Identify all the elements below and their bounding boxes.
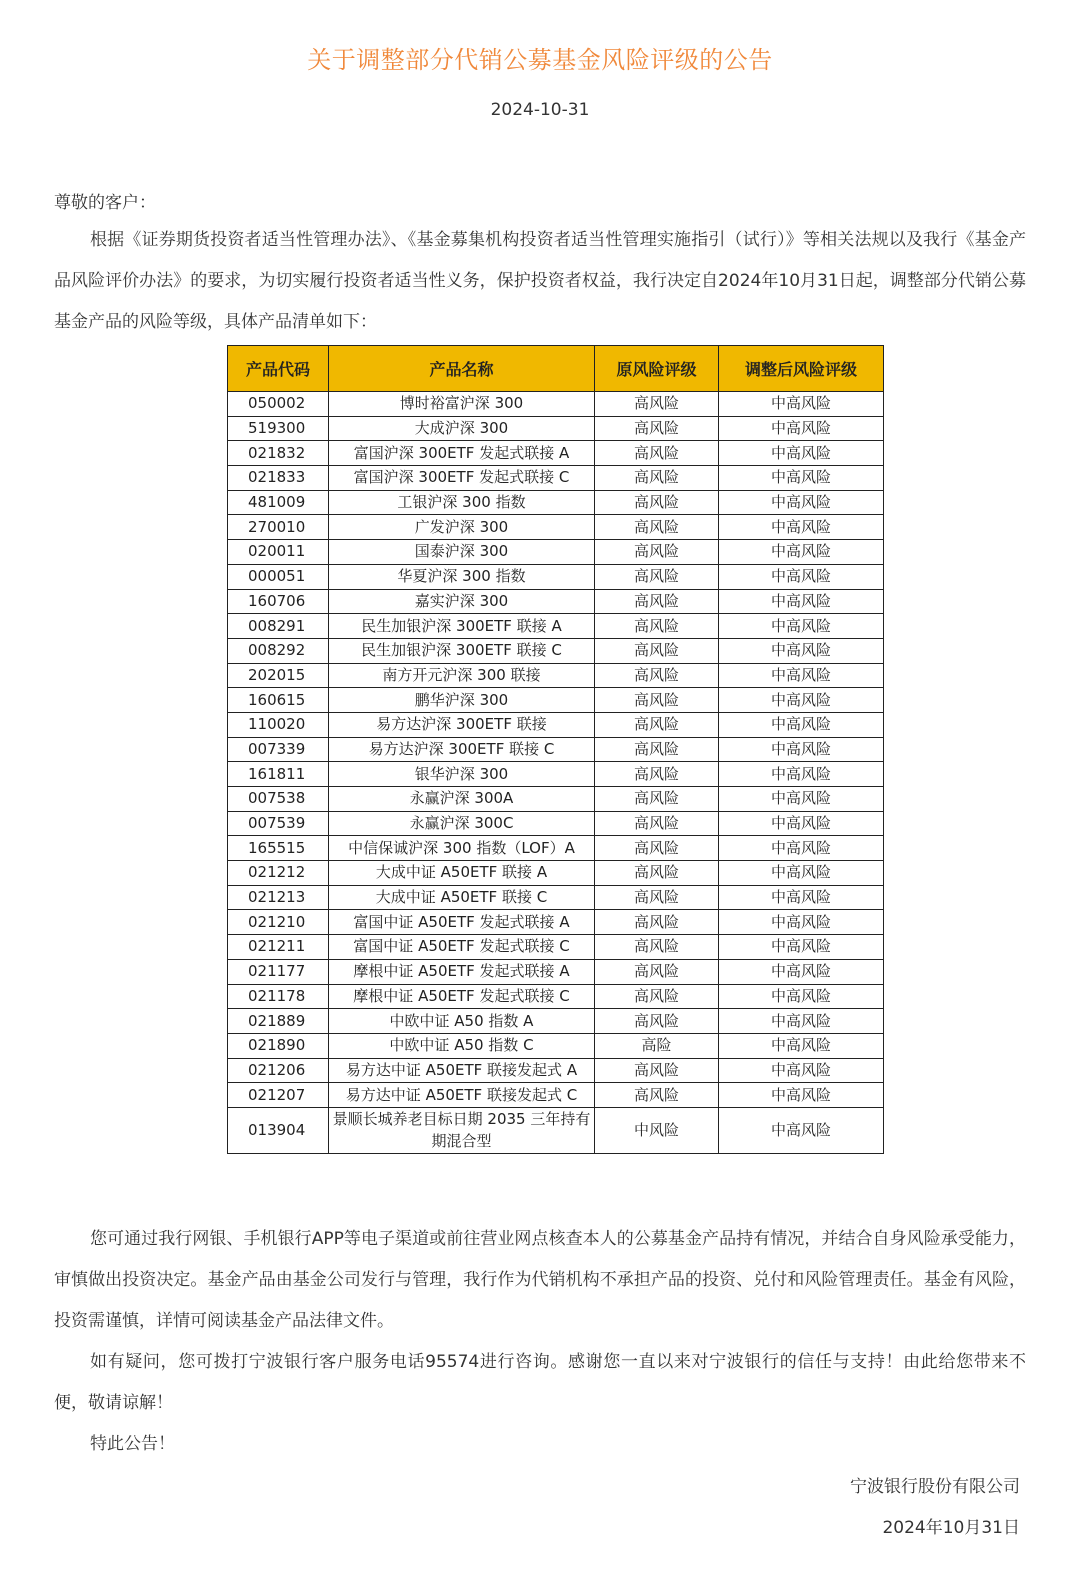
product-code-cell: 021833: [228, 466, 329, 491]
product-name-cell: 博时裕富沪深 300: [329, 392, 595, 417]
original-risk-cell: 高风险: [595, 589, 719, 614]
adjusted-risk-cell: 中高风险: [719, 688, 884, 713]
original-risk-cell: 高风险: [595, 737, 719, 762]
original-risk-cell: 高风险: [595, 663, 719, 688]
table-row: [228, 712, 884, 737]
product-code-cell: 007538: [228, 787, 329, 812]
product-name-cell: 中欧中证 A50 指数 A: [329, 1009, 595, 1034]
original-risk-cell: 高风险: [595, 959, 719, 984]
original-risk-cell: 高风险: [595, 1058, 719, 1083]
product-name-cell: 富国中证 A50ETF 发起式联接 A: [329, 910, 595, 935]
header-original-risk: 原风险评级: [595, 346, 719, 392]
original-risk-cell: 高风险: [595, 614, 719, 639]
product-code-cell: 021889: [228, 1009, 329, 1034]
signature-date: 2024年10月31日: [882, 1518, 1020, 1538]
original-risk-cell: 高风险: [595, 638, 719, 663]
adjusted-risk-cell: 中高风险: [719, 614, 884, 639]
product-name-cell: 大成沪深 300: [329, 416, 595, 441]
original-risk-cell: 中风险: [595, 1107, 719, 1153]
contact-paragraph: 如有疑问，您可拨打宁波银行客户服务电话95574进行咨询。感谢您一直以来对宁波银行的信任与支持！由此给您带来不便，敬请谅解！: [54, 1352, 1026, 1413]
product-code-cell: 160706: [228, 589, 329, 614]
table-row: [228, 515, 884, 540]
product-name-cell: 永赢沪深 300C: [329, 811, 595, 836]
product-code-cell: 021213: [228, 885, 329, 910]
table-row: [228, 441, 884, 466]
table-body: [228, 392, 884, 1154]
adjusted-risk-cell: 中高风险: [719, 1033, 884, 1058]
product-code-cell: 000051: [228, 564, 329, 589]
product-name-cell: 民生加银沪深 300ETF 联接 A: [329, 614, 595, 639]
product-name-cell: 易方达中证 A50ETF 联接发起式 A: [329, 1058, 595, 1083]
header-adjusted-risk: 调整后风险评级: [719, 346, 884, 392]
table-row: [228, 490, 884, 515]
original-risk-cell: 高风险: [595, 688, 719, 713]
product-name-cell: 富国中证 A50ETF 发起式联接 C: [329, 935, 595, 960]
product-name-cell: 摩根中证 A50ETF 发起式联接 C: [329, 984, 595, 1009]
original-risk-cell: 高风险: [595, 811, 719, 836]
product-code-cell: 013904: [228, 1107, 329, 1153]
product-code-cell: 202015: [228, 663, 329, 688]
product-code-cell: 021890: [228, 1033, 329, 1058]
product-code-cell: 161811: [228, 762, 329, 787]
table-row: [228, 416, 884, 441]
original-risk-cell: 高风险: [595, 935, 719, 960]
product-name-cell: 永赢沪深 300A: [329, 787, 595, 812]
adjusted-risk-cell: 中高风险: [719, 490, 884, 515]
product-name-cell: 鹏华沪深 300: [329, 688, 595, 713]
product-name-cell: 广发沪深 300: [329, 515, 595, 540]
original-risk-cell: 高风险: [595, 416, 719, 441]
product-name-cell: 大成中证 A50ETF 联接 A: [329, 861, 595, 886]
product-code-cell: 050002: [228, 392, 329, 417]
product-code-cell: 021832: [228, 441, 329, 466]
original-risk-cell: 高风险: [595, 540, 719, 565]
product-code-cell: 020011: [228, 540, 329, 565]
original-risk-cell: 高险: [595, 1033, 719, 1058]
original-risk-cell: 高风险: [595, 984, 719, 1009]
adjusted-risk-cell: 中高风险: [719, 787, 884, 812]
adjusted-risk-cell: 中高风险: [719, 910, 884, 935]
adjusted-risk-cell: 中高风险: [719, 392, 884, 417]
original-risk-cell: 高风险: [595, 1009, 719, 1034]
original-risk-cell: 高风险: [595, 712, 719, 737]
product-code-cell: 110020: [228, 712, 329, 737]
table-row: [228, 910, 884, 935]
product-code-cell: 008291: [228, 614, 329, 639]
table-row: [228, 392, 884, 417]
table-row: [228, 861, 884, 886]
product-code-cell: 165515: [228, 836, 329, 861]
product-code-cell: 021211: [228, 935, 329, 960]
table-row: [228, 614, 884, 639]
product-code-cell: 021212: [228, 861, 329, 886]
product-code-cell: 021210: [228, 910, 329, 935]
product-name-cell: 国泰沪深 300: [329, 540, 595, 565]
product-name-cell: 景顺长城养老目标日期 2035 三年持有期混合型: [329, 1107, 595, 1153]
adjusted-risk-cell: 中高风险: [719, 515, 884, 540]
signature-org: 宁波银行股份有限公司: [850, 1477, 1020, 1497]
adjusted-risk-cell: 中高风险: [719, 564, 884, 589]
adjusted-risk-cell: 中高风险: [719, 836, 884, 861]
product-name-cell: 富国沪深 300ETF 发起式联接 C: [329, 466, 595, 491]
product-code-cell: 519300: [228, 416, 329, 441]
table-row: [228, 564, 884, 589]
publish-date: 2024-10-31: [490, 100, 590, 120]
table-row: [228, 811, 884, 836]
adjusted-risk-cell: 中高风险: [719, 885, 884, 910]
original-risk-cell: 高风险: [595, 836, 719, 861]
original-risk-cell: 高风险: [595, 490, 719, 515]
adjusted-risk-cell: 中高风险: [719, 638, 884, 663]
product-name-cell: 嘉实沪深 300: [329, 589, 595, 614]
product-name-cell: 中欧中证 A50 指数 C: [329, 1033, 595, 1058]
table-row: [228, 540, 884, 565]
original-risk-cell: 高风险: [595, 910, 719, 935]
adjusted-risk-cell: 中高风险: [719, 737, 884, 762]
table-row: [228, 1058, 884, 1083]
product-name-cell: 富国沪深 300ETF 发起式联接 A: [329, 441, 595, 466]
original-risk-cell: 高风险: [595, 515, 719, 540]
adjusted-risk-cell: 中高风险: [719, 811, 884, 836]
table-row: [228, 836, 884, 861]
table-row: [228, 1009, 884, 1034]
product-name-cell: 大成中证 A50ETF 联接 C: [329, 885, 595, 910]
original-risk-cell: 高风险: [595, 885, 719, 910]
product-code-cell: 021207: [228, 1083, 329, 1108]
adjusted-risk-cell: 中高风险: [719, 416, 884, 441]
table-row: [228, 1033, 884, 1058]
table-row: [228, 663, 884, 688]
table-row: [228, 885, 884, 910]
adjusted-risk-cell: 中高风险: [719, 861, 884, 886]
product-name-cell: 易方达沪深 300ETF 联接 C: [329, 737, 595, 762]
adjusted-risk-cell: 中高风险: [719, 466, 884, 491]
adjusted-risk-cell: 中高风险: [719, 1009, 884, 1034]
product-code-cell: 008292: [228, 638, 329, 663]
product-code-cell: 021178: [228, 984, 329, 1009]
table-row: [228, 1107, 884, 1153]
product-name-cell: 工银沪深 300 指数: [329, 490, 595, 515]
table-row: [228, 638, 884, 663]
table-row: [228, 984, 884, 1009]
table-row: [228, 466, 884, 491]
fund-risk-table: [227, 345, 884, 1154]
product-name-cell: 民生加银沪深 300ETF 联接 C: [329, 638, 595, 663]
original-risk-cell: 高风险: [595, 787, 719, 812]
closing-paragraph: 特此公告！: [90, 1434, 175, 1454]
adjusted-risk-cell: 中高风险: [719, 1083, 884, 1108]
product-name-cell: 易方达中证 A50ETF 联接发起式 C: [329, 1083, 595, 1108]
product-code-cell: 007339: [228, 737, 329, 762]
adjusted-risk-cell: 中高风险: [719, 1107, 884, 1153]
table-row: [228, 787, 884, 812]
table-row: [228, 959, 884, 984]
product-code-cell: 021177: [228, 959, 329, 984]
product-name-cell: 华夏沪深 300 指数: [329, 564, 595, 589]
original-risk-cell: 高风险: [595, 392, 719, 417]
table-row: [228, 589, 884, 614]
original-risk-cell: 高风险: [595, 564, 719, 589]
page-title: 关于调整部分代销公募基金风险评级的公告: [307, 46, 773, 74]
adjusted-risk-cell: 中高风险: [719, 663, 884, 688]
adjusted-risk-cell: 中高风险: [719, 762, 884, 787]
product-code-cell: 021206: [228, 1058, 329, 1083]
product-name-cell: 银华沪深 300: [329, 762, 595, 787]
intro-paragraph: 根据《证券期货投资者适当性管理办法》、《基金募集机构投资者适当性管理实施指引（试行）》等相关法规以及我行《基金产品风险评价办法》的要求，为切实履行投资者适当性义务，保护投资者权益，我行决定自2024年10月31日起，调整部分代销公募基金产品的风险等级，具体产品清单如下：: [54, 230, 1026, 332]
product-code-cell: 481009: [228, 490, 329, 515]
header-product-code: 产品代码: [228, 346, 329, 392]
original-risk-cell: 高风险: [595, 441, 719, 466]
product-name-cell: 南方开元沪深 300 联接: [329, 663, 595, 688]
greeting: 尊敬的客户：: [54, 193, 156, 213]
table-row: [228, 935, 884, 960]
table-row: [228, 1083, 884, 1108]
adjusted-risk-cell: 中高风险: [719, 1058, 884, 1083]
product-code-cell: 270010: [228, 515, 329, 540]
original-risk-cell: 高风险: [595, 861, 719, 886]
original-risk-cell: 高风险: [595, 762, 719, 787]
product-code-cell: 160615: [228, 688, 329, 713]
adjusted-risk-cell: 中高风险: [719, 935, 884, 960]
product-name-cell: 摩根中证 A50ETF 发起式联接 A: [329, 959, 595, 984]
product-code-cell: 007539: [228, 811, 329, 836]
header-product-name: 产品名称: [329, 346, 595, 392]
product-name-cell: 易方达沪深 300ETF 联接: [329, 712, 595, 737]
holding-check-paragraph: 您可通过我行网银、手机银行APP等电子渠道或前往营业网点核查本人的公募基金产品持有情况，并结合自身风险承受能力，审慎做出投资决定。基金产品由基金公司发行与管理，我行作为代销机构不承担产品的投资、兑付和风险管理责任。基金有风险，投资需谨慎，详情可阅读基金产品法律文件。: [54, 1229, 1026, 1331]
adjusted-risk-cell: 中高风险: [719, 959, 884, 984]
adjusted-risk-cell: 中高风险: [719, 984, 884, 1009]
product-name-cell: 中信保诚沪深 300 指数（LOF）A: [329, 836, 595, 861]
table-row: [228, 737, 884, 762]
table-row: [228, 688, 884, 713]
adjusted-risk-cell: 中高风险: [719, 712, 884, 737]
table-header-row: [228, 346, 884, 392]
table-row: [228, 762, 884, 787]
adjusted-risk-cell: 中高风险: [719, 441, 884, 466]
adjusted-risk-cell: 中高风险: [719, 540, 884, 565]
original-risk-cell: 高风险: [595, 466, 719, 491]
adjusted-risk-cell: 中高风险: [719, 589, 884, 614]
original-risk-cell: 高风险: [595, 1083, 719, 1108]
